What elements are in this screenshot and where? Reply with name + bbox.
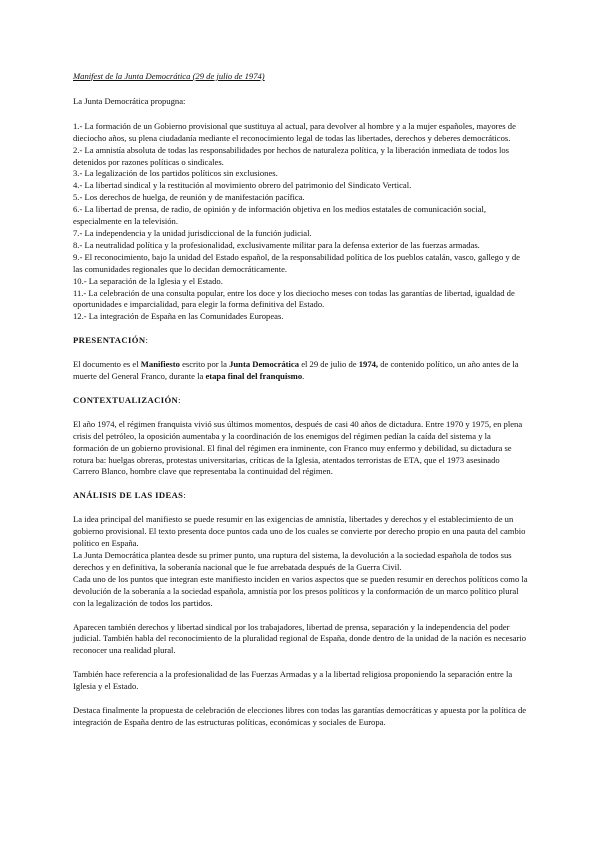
heading-colon: : (183, 490, 187, 501)
section-heading-analisis (73, 490, 528, 502)
point-item: 4.- La libertad sindical y la restitución al movimiento obrero del patrimonio del Sindicato Vertical. (73, 180, 412, 191)
analisis-paragraph: Destaca finalmente la propuesta de celebración de elecciones libres con todas las garantías democráticas y apuesta por la política de integración de España dentro de las estructuras políticas, económicas y sociales de Europa. (73, 705, 527, 727)
heading-colon: : (145, 335, 149, 346)
document-title: Manifest de la Junta Democrática (29 de julio de 1974) (73, 71, 265, 81)
bold-run: 1974, (358, 359, 379, 370)
bold-run: Manifiesto (140, 359, 180, 370)
text-run: escrito por la (179, 359, 230, 370)
point-item: 9.- El reconocimiento, bajo la unidad del Estado español, de la responsabilidad política de los pueblos catalán, vasco, gallego y de las comunidades regionales que lo decidan democráticamente. (73, 251, 520, 274)
contextualizacion-paragraph: El año 1974, el régimen franquista vivió sus últimos momentos, después de casi 40 años de dictadura. Entre 1970 y 1975, en plena crisis del petróleo, la oposición aumentaba y la coordinación de los enemigos del régimen pedían la caída del sistema y la formación de un gobierno provisional. El final del régimen era inminente, con Franco muy enfermo y debilidad, su dictadura se rotura ba: huelgas obreras, protestas universitarias, críticas de la Iglesia, atentados terroristas de ETA, que el 1973 asesinado Carrero Blanco, hombre clave que representaba la continuidad del régimen. (73, 418, 523, 477)
analisis-paragraph: También hace referencia a la profesionalidad de las Fuerzas Armadas y a la libertad religiosa proponiendo la separación entre la Iglesia y el Estado. (73, 669, 513, 692)
analisis-paragraph: Aparecen también derechos y libertad sindical por los trabajadores, libertad de prensa, separación y la independencia del poder judicial. También habla del reconocimiento de la pluralidad regional de España, donde dentro de la unidad de la nación es necesario reconocer una realidad plural. (73, 621, 527, 656)
text-run: . (302, 371, 305, 382)
text-run: de contenido político, un año antes de la muerte del General Franco, durante la (73, 359, 519, 382)
analisis-paragraph: Cada uno de los puntos que integran este manifiesto inciden en varios aspectos que se pueden resumir en derechos políticos como la devolución de la soberanía a la sociedad española, amnistía por los presos políticos y la conformación de un marco político plural con la legalización de todos los partidos. (73, 573, 528, 608)
points-list (73, 121, 528, 323)
section-heading-contextualizacion (73, 395, 528, 407)
text-run: el 29 de julio de (299, 359, 359, 370)
presentacion-paragraph (73, 359, 528, 383)
point-item: 6.- La libertad de prensa, de radio, de opinión y de información objetiva en los medios estatales de comunicación social, especialmente en la televisión. (73, 204, 487, 227)
point-item: 8.- La neutralidad política y la profesionalidad, exclusivamente militar para la defensa exterior de las fuerzas armadas. (73, 239, 480, 250)
point-item: 5.- Los derechos de huelga, de reunión y de manifestación pacífica. (73, 192, 305, 203)
heading-text: CONTEXTUALIZACIÓN (73, 394, 179, 405)
text-run: El documento es el (73, 359, 141, 370)
point-item: 7.- La independencia y la unidad jurisdiccional de la función judicial. (73, 227, 312, 238)
heading-text: ANÁLISIS DE LAS IDEAS (73, 490, 184, 501)
heading-text: PRESENTACIÓN (73, 335, 146, 346)
point-item: 3.- La legalización de los partidos políticos sin exclusiones. (73, 168, 278, 179)
point-item: 10.- La separación de la Iglesia y el Estado. (73, 275, 223, 286)
document-page (73, 71, 528, 729)
bold-run: etapa final del franquismo (205, 371, 303, 382)
point-item: 11.- La celebración de una consulta popular, entre los doce y los dieciocho meses con todas las garantías de libertad, igualdad de oportunidades e imparcialidad, para elegir la forma definitiva del Estado. (73, 287, 515, 310)
heading-colon: : (178, 394, 181, 405)
section-heading-presentacion (73, 335, 528, 347)
intro-text: La Junta Democrática propugna: (73, 95, 186, 106)
point-item: 2.- La amnistía absoluta de todas las responsabilidades por hechos de naturaleza política, y la liberación inmediata de todos los detenidos por razones políticas o sindicales. (73, 144, 509, 167)
point-item: 1.- La formación de un Gobierno provisional que sustituya al actual, para devolver al hombre y a la mujer españoles, mayores de dieciocho años, su plena ciudadanía mediante el reconocimiento legal de todas las libertades, derechos y deberes democráticos. (73, 120, 516, 143)
analisis-paragraph: La idea principal del manifiesto se puede resumir en las exigencias de amnistía, libertades y derechos y el establecimiento de un gobierno provisional. El texto presenta doce puntos cada uno de los cuales se convierte por derecho propio en una pauta del cambio político en España. (73, 514, 526, 549)
point-item: 12.- La integración de España en las Comunidades Europeas. (73, 311, 284, 322)
bold-run: Junta Democrática (229, 359, 300, 370)
analisis-paragraph: La Junta Democrática plantea desde su primer punto, una ruptura del sistema, la devolución a la sociedad española de todos sus derechos y en definitiva, la soberanía nacional que le fue arrebatada después de la Guerra Civil. (73, 550, 512, 572)
